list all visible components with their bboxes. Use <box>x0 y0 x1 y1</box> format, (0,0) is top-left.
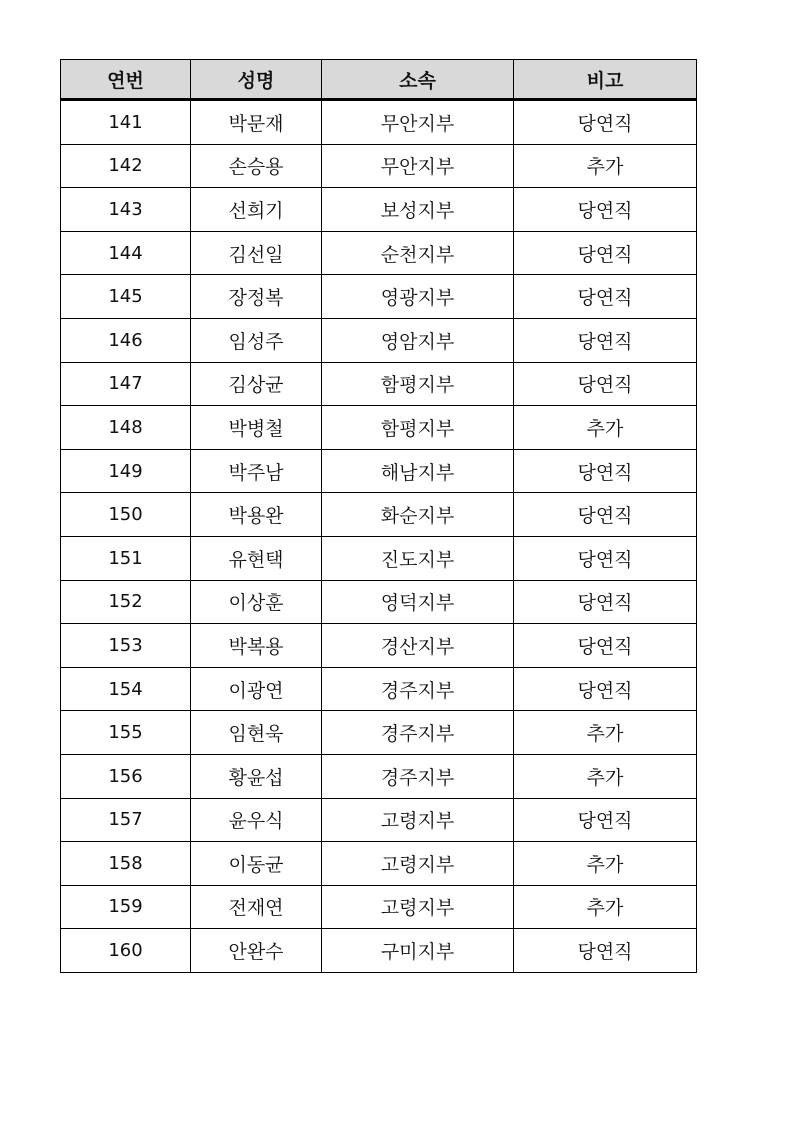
row-number: 148 <box>61 406 191 450</box>
member-affiliation: 화순지부 <box>322 493 514 537</box>
member-name: 박주남 <box>191 449 322 493</box>
table-row <box>61 144 697 188</box>
member-affiliation: 경주지부 <box>322 711 514 755</box>
table-row <box>61 406 697 450</box>
member-name: 손승용 <box>191 144 322 188</box>
member-name: 선희기 <box>191 188 322 232</box>
table-row <box>61 100 697 145</box>
member-name: 김상균 <box>191 362 322 406</box>
row-number: 142 <box>61 144 191 188</box>
member-remarks: 당연직 <box>514 231 697 275</box>
member-name: 박문재 <box>191 100 322 145</box>
member-affiliation: 구미지부 <box>322 929 514 973</box>
member-remarks: 당연직 <box>514 100 697 145</box>
table-row <box>61 362 697 406</box>
member-affiliation: 무안지부 <box>322 144 514 188</box>
member-remarks: 추가 <box>514 144 697 188</box>
row-number: 159 <box>61 885 191 929</box>
table-row <box>61 493 697 537</box>
table-row <box>61 275 697 319</box>
member-remarks: 당연직 <box>514 188 697 232</box>
row-number: 149 <box>61 449 191 493</box>
member-remarks: 당연직 <box>514 275 697 319</box>
member-name: 임성주 <box>191 318 322 362</box>
member-remarks: 당연직 <box>514 798 697 842</box>
member-name: 장정복 <box>191 275 322 319</box>
table-row <box>61 798 697 842</box>
header-affiliation: 소속 <box>322 60 514 100</box>
member-affiliation: 영광지부 <box>322 275 514 319</box>
header-number: 연번 <box>61 60 191 100</box>
row-number: 150 <box>61 493 191 537</box>
row-number: 143 <box>61 188 191 232</box>
member-affiliation: 고령지부 <box>322 842 514 886</box>
row-number: 152 <box>61 580 191 624</box>
member-remarks: 당연직 <box>514 493 697 537</box>
member-affiliation: 함평지부 <box>322 362 514 406</box>
member-name: 박병철 <box>191 406 322 450</box>
member-remarks: 추가 <box>514 885 697 929</box>
member-affiliation: 순천지부 <box>322 231 514 275</box>
table-row <box>61 754 697 798</box>
row-number: 158 <box>61 842 191 886</box>
member-remarks: 당연직 <box>514 362 697 406</box>
header-name: 성명 <box>191 60 322 100</box>
row-number: 160 <box>61 929 191 973</box>
member-affiliation: 경산지부 <box>322 624 514 668</box>
row-number: 156 <box>61 754 191 798</box>
member-affiliation: 영덕지부 <box>322 580 514 624</box>
row-number: 154 <box>61 667 191 711</box>
member-remarks: 당연직 <box>514 667 697 711</box>
member-remarks: 추가 <box>514 711 697 755</box>
member-remarks: 당연직 <box>514 580 697 624</box>
header-row <box>61 60 697 100</box>
row-number: 145 <box>61 275 191 319</box>
member-name: 임현욱 <box>191 711 322 755</box>
member-affiliation: 경주지부 <box>322 667 514 711</box>
header-remarks: 비고 <box>514 60 697 100</box>
table-row <box>61 929 697 973</box>
row-number: 147 <box>61 362 191 406</box>
table-row <box>61 318 697 362</box>
table-row <box>61 231 697 275</box>
member-name: 윤우식 <box>191 798 322 842</box>
member-remarks: 당연직 <box>514 929 697 973</box>
member-name: 박복용 <box>191 624 322 668</box>
table-row <box>61 711 697 755</box>
member-affiliation: 영암지부 <box>322 318 514 362</box>
member-affiliation: 고령지부 <box>322 885 514 929</box>
member-name: 이상훈 <box>191 580 322 624</box>
member-remarks: 추가 <box>514 842 697 886</box>
member-affiliation: 진도지부 <box>322 536 514 580</box>
table-row <box>61 536 697 580</box>
member-name: 안완수 <box>191 929 322 973</box>
member-remarks: 추가 <box>514 754 697 798</box>
row-number: 151 <box>61 536 191 580</box>
member-affiliation: 보성지부 <box>322 188 514 232</box>
row-number: 157 <box>61 798 191 842</box>
member-remarks: 당연직 <box>514 449 697 493</box>
table-row <box>61 624 697 668</box>
member-remarks: 추가 <box>514 406 697 450</box>
row-number: 144 <box>61 231 191 275</box>
roster-table <box>60 59 697 973</box>
table-row <box>61 667 697 711</box>
row-number: 146 <box>61 318 191 362</box>
member-name: 유현택 <box>191 536 322 580</box>
table-row <box>61 580 697 624</box>
member-name: 이동균 <box>191 842 322 886</box>
member-name: 박용완 <box>191 493 322 537</box>
member-remarks: 당연직 <box>514 624 697 668</box>
member-affiliation: 경주지부 <box>322 754 514 798</box>
member-name: 황윤섭 <box>191 754 322 798</box>
roster-body <box>61 100 697 973</box>
member-affiliation: 무안지부 <box>322 100 514 145</box>
member-name: 김선일 <box>191 231 322 275</box>
row-number: 141 <box>61 100 191 145</box>
table-row <box>61 188 697 232</box>
table-row <box>61 842 697 886</box>
table-row <box>61 449 697 493</box>
member-name: 전재연 <box>191 885 322 929</box>
table-row <box>61 885 697 929</box>
member-remarks: 당연직 <box>514 318 697 362</box>
roster-sheet <box>60 59 696 973</box>
member-affiliation: 해남지부 <box>322 449 514 493</box>
member-affiliation: 고령지부 <box>322 798 514 842</box>
member-affiliation: 함평지부 <box>322 406 514 450</box>
member-remarks: 당연직 <box>514 536 697 580</box>
member-name: 이광연 <box>191 667 322 711</box>
row-number: 155 <box>61 711 191 755</box>
row-number: 153 <box>61 624 191 668</box>
